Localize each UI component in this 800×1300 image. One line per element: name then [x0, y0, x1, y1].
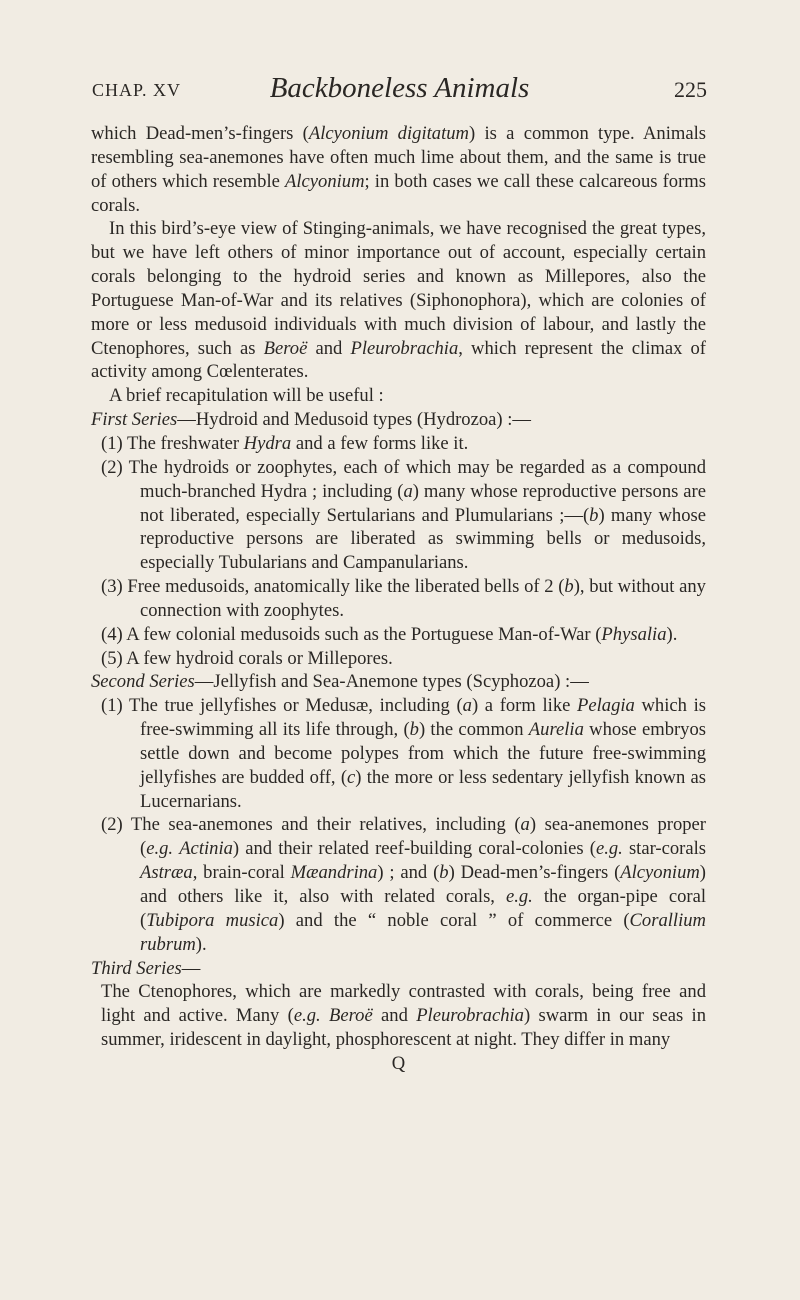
paragraph-overview: In this bird’s-eye view of Stinging-animals, we have recognised the great types, but we have left others of minor importance out of account, especially certain corals belonging to the hydroid series and known as Millepores, also the Portuguese Man-of-War and its relatives (Siphonophora), which are colonies of more or less medusoid individuals with much division of labour, and lastly the Ctenophores, such as Beroë and Pleurobrachia, which represent the climax of activity among Cœlenterates. — [91, 218, 706, 383]
list-item: (5) A few hydroid corals or Millepores. — [101, 647, 393, 669]
list-item: (4) A few colonial medusoids such as the Portuguese Man-of-War (Physalia). — [101, 623, 678, 645]
list-item: (2) The hydroids or zoophytes, each of which may be regarded as a compound much-branched Hydra ; including (a) many whose reproductive persons are not liberated, especially Sertularians and Plumularians ;—(b) many whose reproductive persons are liberated as swimming bells or medusoids, especially Tubularians and Campanularians. — [101, 456, 707, 574]
page-number: 225 — [674, 77, 707, 102]
list-item: (1) The true jellyfishes or Medusæ, including (a) a form like Pelagia which is free-swimming all its life through, (b) the common Aurelia whose embryos settle down and become polypes from which the future free-swimming jellyfishes are budded off, (c) the more or less sedentary jellyfish known as Lucernarians. — [101, 695, 707, 812]
running-header — [92, 72, 707, 112]
page-body — [91, 122, 706, 1076]
list-item: (2) The sea-anemones and their relatives, including (a) sea-anemones proper (e.g. Actinia) and their related reef-building coral-colonies (e.g. star-corals Astræa, brain-coral Mæandrina) ; and (b) Dead-men’s-fingers (Alcyonium) and others like it, also with related corals, e.g. the organ-pipe coral (Tubipora musica) and the “ noble coral ” of commerce (Corallium rubrum). — [101, 814, 707, 955]
chapter-label: CHAP. XV — [92, 80, 182, 100]
paragraph-recap-intro: A brief recapitulation will be useful : — [109, 385, 384, 407]
signature-mark: Q — [391, 1052, 406, 1074]
first-series-heading: First Series—Hydroid and Medusoid types (Hydrozoa) :— — [91, 409, 532, 431]
list-item: (3) Free medusoids, anatomically like the liberated bells of 2 (b), but without any connection with zoophytes. — [101, 576, 706, 621]
running-title: Backboneless Animals — [269, 72, 530, 104]
second-series-heading: Second Series—Jellyfish and Sea-Anemone types (Scyphozoa) :— — [91, 671, 589, 693]
list-item: (1) The freshwater Hydra and a few forms like it. — [101, 432, 469, 454]
third-series-heading: Third Series— — [91, 957, 201, 979]
third-series-text: The Ctenophores, which are markedly contrasted with corals, being free and light and active. Many (e.g. Beroë and Pleurobrachia) swarm in our seas in summer, iridescent in daylight, phosphorescent at night. They differ in many — [101, 981, 706, 1051]
paragraph-continuation: which Dead-men’s-fingers (Alcyonium digitatum) is a common type. Animals resembling sea-anemones have often much lime about them, and the same is true of others which resemble Alcyonium; in both cases we call these calcareous forms corals. — [91, 123, 706, 216]
